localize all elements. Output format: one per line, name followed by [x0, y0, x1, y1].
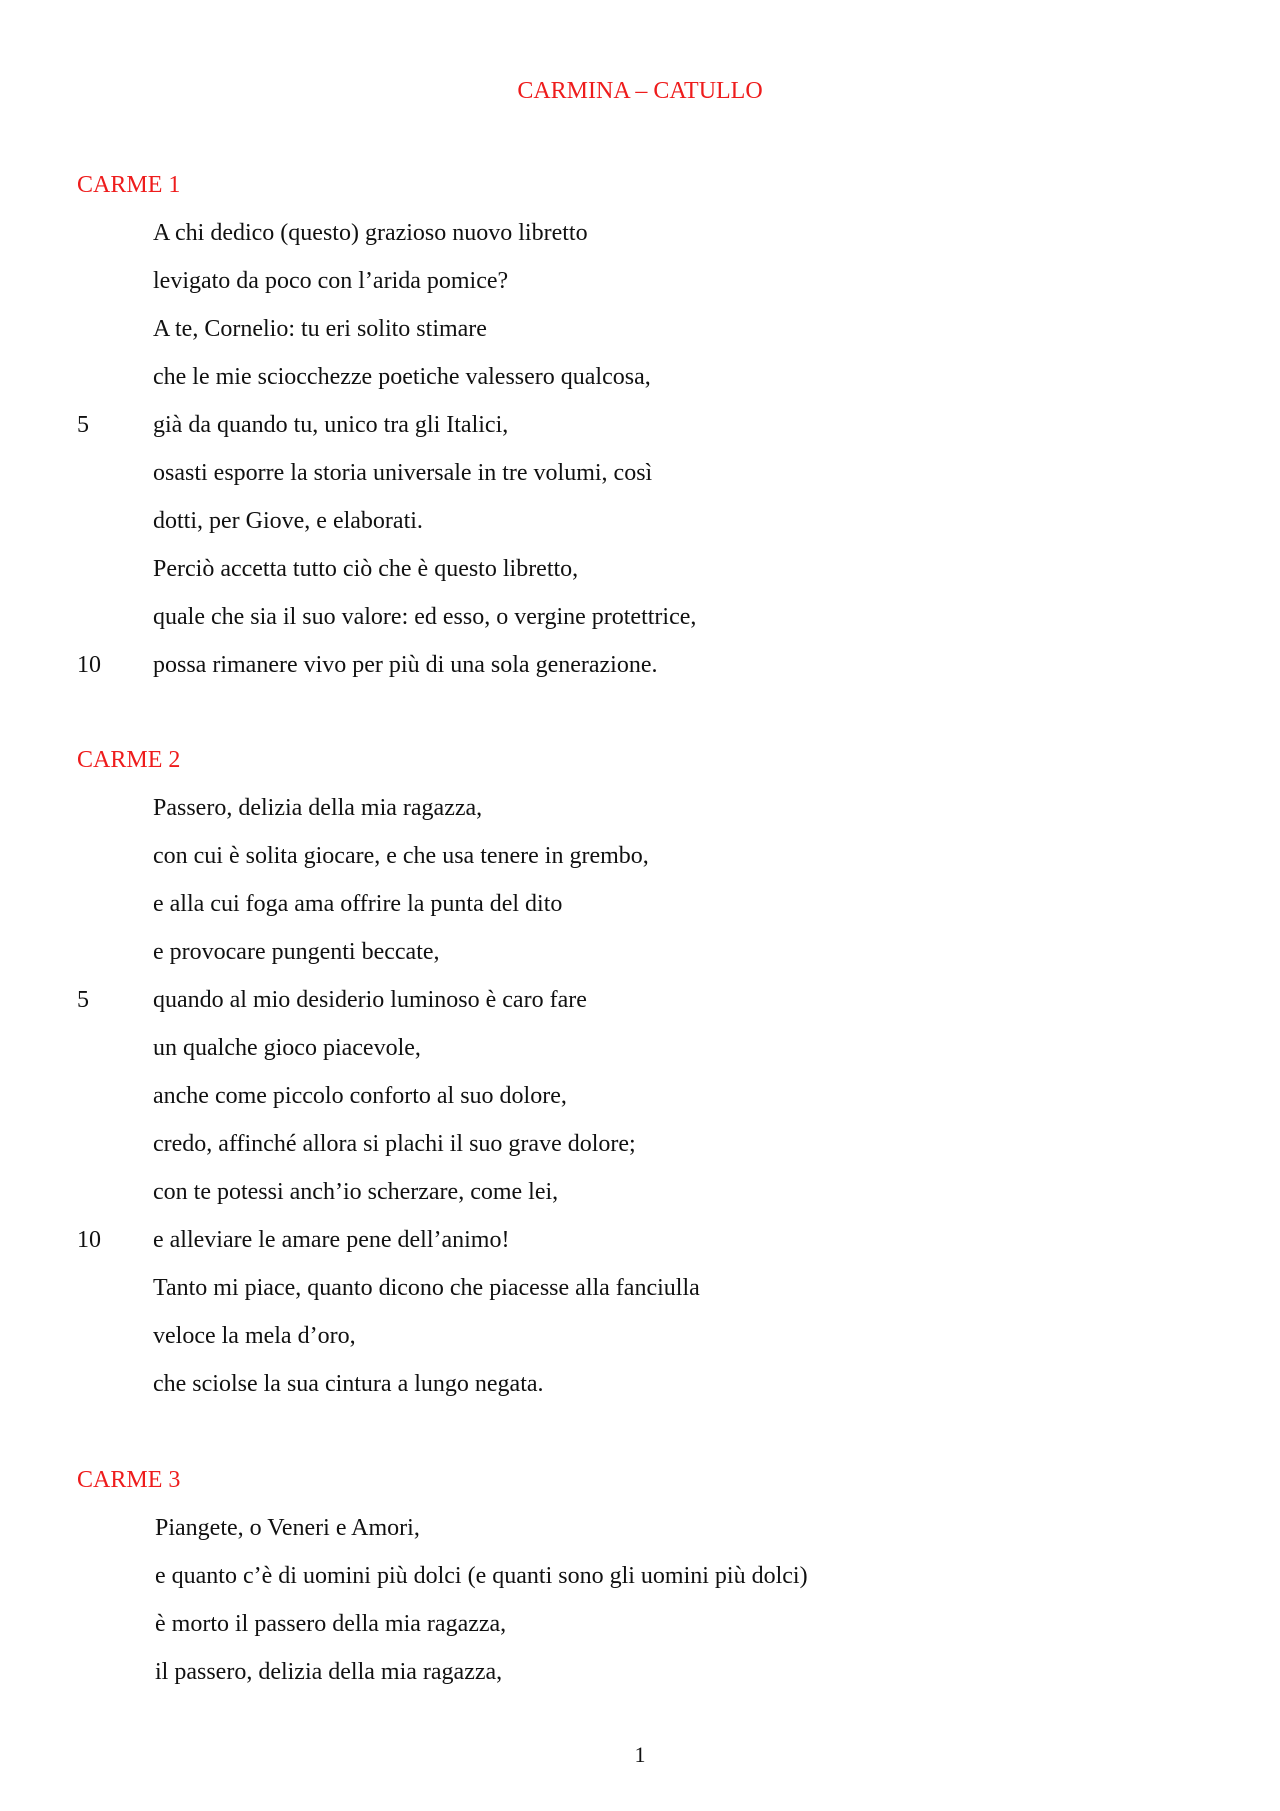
verse-text: A chi dedico (questo) grazioso nuovo libretto [153, 220, 588, 246]
verse-line [77, 1031, 1227, 1079]
verse-line [77, 1607, 1227, 1655]
verse-text: Tanto mi piace, quanto dicono che piacesse alla fanciulla [153, 1275, 700, 1301]
verse-text: veloce la mela d’oro, [153, 1323, 356, 1349]
verse-line [77, 1511, 1227, 1559]
poem-carme-1 [77, 168, 1227, 696]
page-number: 1 [634, 1742, 646, 1767]
verse-line [77, 456, 1227, 504]
verse-line [77, 983, 1227, 1031]
verse-line [77, 264, 1227, 312]
verse-text: è morto il passero della mia ragazza, [155, 1611, 507, 1637]
verse-line [77, 1079, 1227, 1127]
verse-text: Piangete, o Veneri e Amori, [155, 1515, 420, 1541]
verse-line [77, 312, 1227, 360]
verse-line [77, 1175, 1227, 1223]
verse-line [77, 1559, 1227, 1607]
verse-text: con te potessi anch’io scherzare, come lei, [153, 1179, 559, 1205]
line-number: 5 [77, 412, 89, 438]
verse-text: anche come piccolo conforto al suo dolore, [153, 1083, 567, 1109]
verse-text: e alla cui foga ama offrire la punta del dito [153, 891, 563, 917]
verse-text: il passero, delizia della mia ragazza, [155, 1659, 503, 1685]
verse-text: e quanto c’è di uomini più dolci (e quanti sono gli uomini più dolci) [155, 1563, 808, 1589]
verse-text: dotti, per Giove, e elaborati. [153, 508, 423, 534]
verse-text: Perciò accetta tutto ciò che è questo libretto, [153, 556, 579, 582]
verse-line [77, 1271, 1227, 1319]
line-number: 10 [77, 652, 101, 678]
verse-line [77, 1127, 1227, 1175]
verse-line [77, 1655, 1227, 1703]
verse-line [77, 1367, 1227, 1415]
poem-heading: CARME 2 [77, 747, 181, 773]
verse-text: un qualche gioco piacevole, [153, 1035, 421, 1061]
verse-line [77, 887, 1227, 935]
verse-text: e provocare pungenti beccate, [153, 939, 440, 965]
verse-line [77, 552, 1227, 600]
line-number: 5 [77, 987, 89, 1013]
verse-text: possa rimanere vivo per più di una sola generazione. [153, 652, 658, 678]
poem-carme-3 [77, 1463, 1227, 1703]
verse-line [77, 504, 1227, 552]
verse-text: quando al mio desiderio luminoso è caro fare [153, 987, 587, 1013]
verse-text: levigato da poco con l’arida pomice? [153, 268, 509, 294]
line-number: 10 [77, 1227, 101, 1253]
verse-text: e alleviare le amare pene dell’animo! [153, 1227, 510, 1253]
verse-line [77, 935, 1227, 983]
verse-line [77, 360, 1227, 408]
verse-text: A te, Cornelio: tu eri solito stimare [153, 316, 487, 342]
verse-text: che le mie sciocchezze poetiche valessero qualcosa, [153, 364, 651, 390]
verse-line [77, 1223, 1227, 1271]
verse-line [77, 408, 1227, 456]
verse-line [77, 216, 1227, 264]
verse-text: Passero, delizia della mia ragazza, [153, 795, 483, 821]
poem-heading: CARME 3 [77, 1467, 181, 1493]
verse-line [77, 791, 1227, 839]
verse-text: con cui è solita giocare, e che usa tenere in grembo, [153, 843, 649, 869]
verse-line [77, 648, 1227, 696]
verse-text: già da quando tu, unico tra gli Italici, [153, 412, 509, 438]
verse-text: credo, affinché allora si plachi il suo grave dolore; [153, 1131, 636, 1157]
poem-carme-2 [77, 743, 1227, 1415]
verse-text: che sciolse la sua cintura a lungo negata. [153, 1371, 544, 1397]
verse-line [77, 1319, 1227, 1367]
verse-text: quale che sia il suo valore: ed esso, o vergine protettrice, [153, 604, 697, 630]
verse-line [77, 600, 1227, 648]
verse-line [77, 839, 1227, 887]
poem-heading: CARME 1 [77, 172, 181, 198]
page-title: CARMINA – CATULLO [517, 78, 763, 104]
verse-text: osasti esporre la storia universale in tre volumi, così [153, 460, 653, 486]
